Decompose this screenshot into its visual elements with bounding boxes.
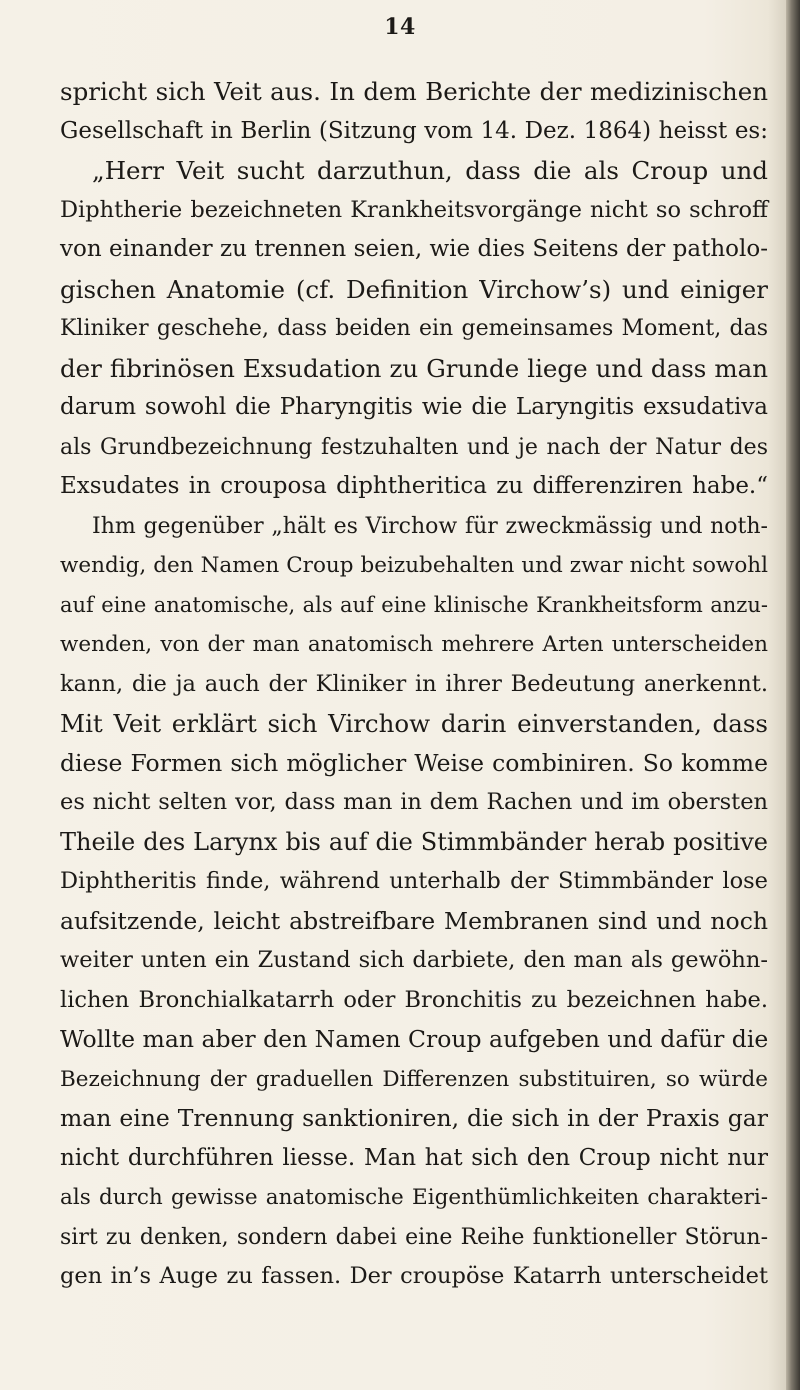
text-line: Theile des Larynx bis auf die Stimmbänder herab positive: [60, 827, 768, 856]
text-line: spricht sich Veit aus. In dem Berichte der medizinischen: [60, 77, 768, 106]
page-gutter-shadow: [786, 0, 800, 1390]
text-line: gen in’s Auge zu fassen. Der croupöse Katarrh unterscheidet: [60, 1263, 768, 1289]
text-line: Ihm gegenüber „hält es Virchow für zweckmässig und noth-: [92, 513, 768, 539]
text-line: weiter unten ein Zustand sich darbiete, den man als gewöhn-: [60, 947, 768, 973]
text-line: darum sowohl die Pharyngitis wie die Laryngitis exsudativa: [60, 394, 768, 420]
text-line: Kliniker geschehe, dass beiden ein gemeinsames Moment, das: [60, 316, 768, 341]
page-number: 14: [384, 14, 416, 40]
text-line: als Grundbezeichnung festzuhalten und je nach der Natur des: [60, 434, 768, 460]
text-line: wendig, den Namen Croup beizubehalten und zwar nicht sowohl: [60, 553, 768, 578]
text-line: aufsitzende, leicht abstreifbare Membranen sind und noch: [60, 906, 768, 935]
text-line: Gesellschaft in Berlin (Sitzung vom 14. Dez. 1864) heisst es:: [60, 117, 768, 144]
text-line: kann, die ja auch der Kliniker in ihrer Bedeutung anerkennt.: [60, 670, 768, 697]
text-line: der fibrinösen Exsudation zu Grunde liege und dass man: [60, 353, 768, 383]
text-line: Bezeichnung der graduellen Differenzen substituiren, so würde: [60, 1066, 768, 1092]
text-line: nicht durchführen liesse. Man hat sich den Croup nicht nur: [60, 1144, 768, 1171]
text-line: Exsudates in crouposa diphtheritica zu differenziren habe.“: [60, 473, 768, 499]
text-line: Diphtherie bezeichneten Krankheitsvorgänge nicht so schroff: [60, 196, 768, 223]
text-line: als durch gewisse anatomische Eigenthümlichkeiten charakteri-: [60, 1185, 768, 1210]
text-line: man eine Trennung sanktioniren, die sich in der Praxis gar: [60, 1104, 768, 1132]
text-line: diese Formen sich möglicher Weise combiniren. So komme: [60, 748, 768, 777]
text-line: lichen Bronchialkatarrh oder Bronchitis zu bezeichnen habe.: [60, 986, 768, 1013]
text-line: Mit Veit erklärt sich Virchow darin einverstanden, dass: [60, 709, 768, 738]
text-line: „Herr Veit sucht darzuthun, dass die als Croup und: [92, 156, 768, 185]
text-line: sirt zu denken, sondern dabei eine Reihe funktioneller Störun-: [60, 1224, 768, 1250]
body-text: [60, 72, 768, 1297]
text-line: gischen Anatomie (cf. Definition Virchow’s) und einiger: [60, 274, 768, 304]
text-line: Wollte man aber den Namen Croup aufgeben und dafür die: [60, 1025, 769, 1053]
text-line: es nicht selten vor, dass man in dem Rachen und im obersten: [60, 789, 768, 815]
text-line: auf eine anatomische, als auf eine klinische Krankheitsform anzu-: [60, 592, 768, 617]
text-line: von einander zu trennen seien, wie dies Seitens der patholo-: [60, 236, 768, 262]
text-line: Diphtheritis finde, während unterhalb der Stimmbänder lose: [60, 868, 768, 894]
text-line: wenden, von der man anatomisch mehrere Arten unterscheiden: [60, 632, 768, 657]
